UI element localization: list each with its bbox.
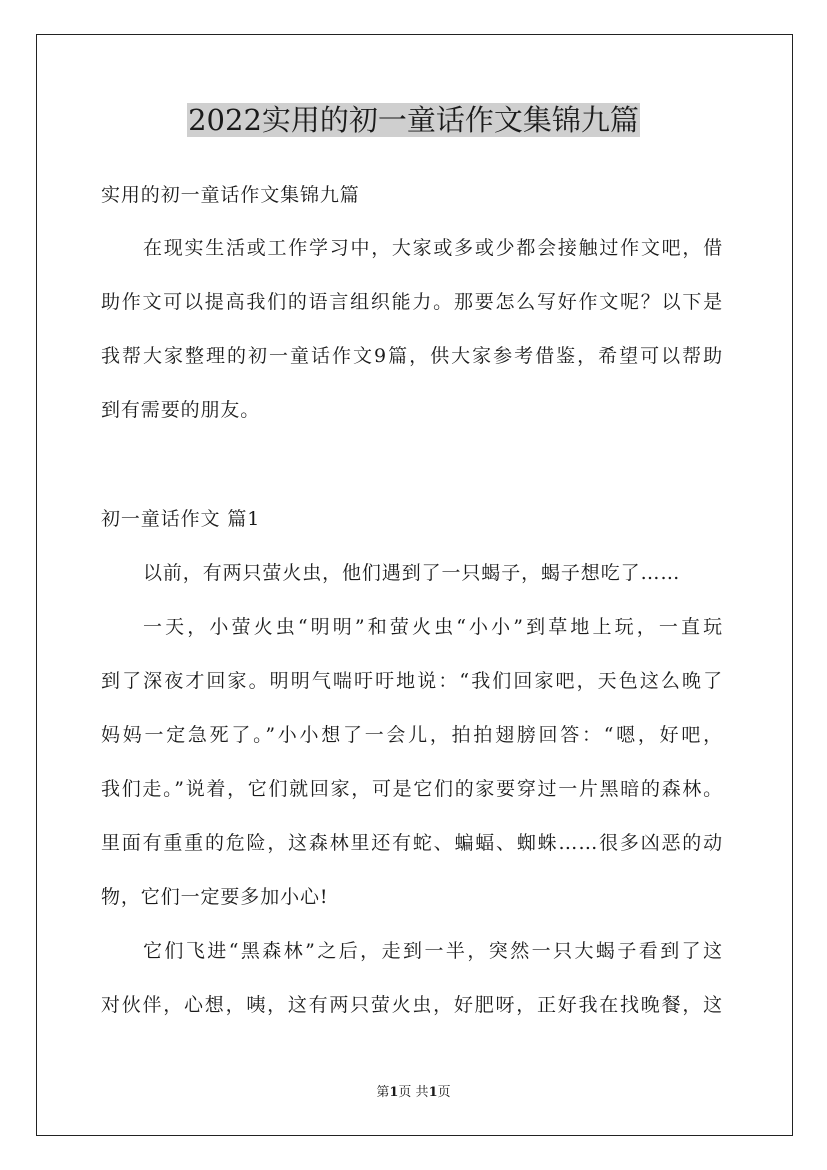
page-footer — [0, 1084, 827, 1102]
document-title-text: 2022实用的初一童话作文集锦九篇 — [188, 103, 639, 137]
intro-line-1: 在现实生活或工作学习中，大家或多或少都会接触过作文吧，借 — [143, 237, 723, 259]
intro-line-4: 到有需要的朋友。 — [101, 399, 261, 421]
page-number: 1 — [389, 1085, 399, 1100]
body-line-5: 我们走。”说着，它们就回家，可是它们的家要穿过一片黑暗的森林。 — [101, 778, 723, 800]
document-subtitle: 实用的初一童话作文集锦九篇 — [101, 184, 360, 206]
page-prefix: 第 — [376, 1085, 390, 1100]
page-total: 1 — [428, 1085, 438, 1100]
body-line-9: 对伙伴，心想，咦，这有两只萤火虫，好肥呀，正好我在找晚餐，这 — [101, 994, 723, 1016]
page-mid: 页 共 — [398, 1085, 429, 1100]
body-line-3: 到了深夜才回家。明明气喘吁吁地说：“我们回家吧，天色这么晚了 — [101, 670, 723, 692]
page-suffix: 页 — [437, 1085, 451, 1100]
body-line-8: 它们飞进“黑森林”之后，走到一半，突然一只大蝎子看到了这 — [143, 940, 723, 962]
document-title — [0, 98, 827, 142]
intro-line-3: 我帮大家整理的初一童话作文9篇，供大家参考借鉴，希望可以帮助 — [101, 345, 723, 367]
intro-line-2: 助作文可以提高我们的语言组织能力。那要怎么写好作文呢？以下是 — [101, 291, 723, 313]
body-line-2: 一天，小萤火虫“明明”和萤火虫“小小”到草地上玩，一直玩 — [143, 616, 723, 638]
body-line-6: 里面有重重的危险，这森林里还有蛇、蝙蝠、蜘蛛……很多凶恶的动 — [101, 832, 723, 854]
body-line-4: 妈妈一定急死了。”小小想了一会儿，拍拍翅膀回答：“嗯，好吧， — [101, 724, 723, 746]
section-heading: 初一童话作文 篇1 — [101, 508, 261, 530]
body-line-1: 以前，有两只萤火虫，他们遇到了一只蝎子，蝎子想吃了…… — [143, 562, 681, 584]
body-line-7: 物，它们一定要多加小心! — [101, 886, 329, 908]
